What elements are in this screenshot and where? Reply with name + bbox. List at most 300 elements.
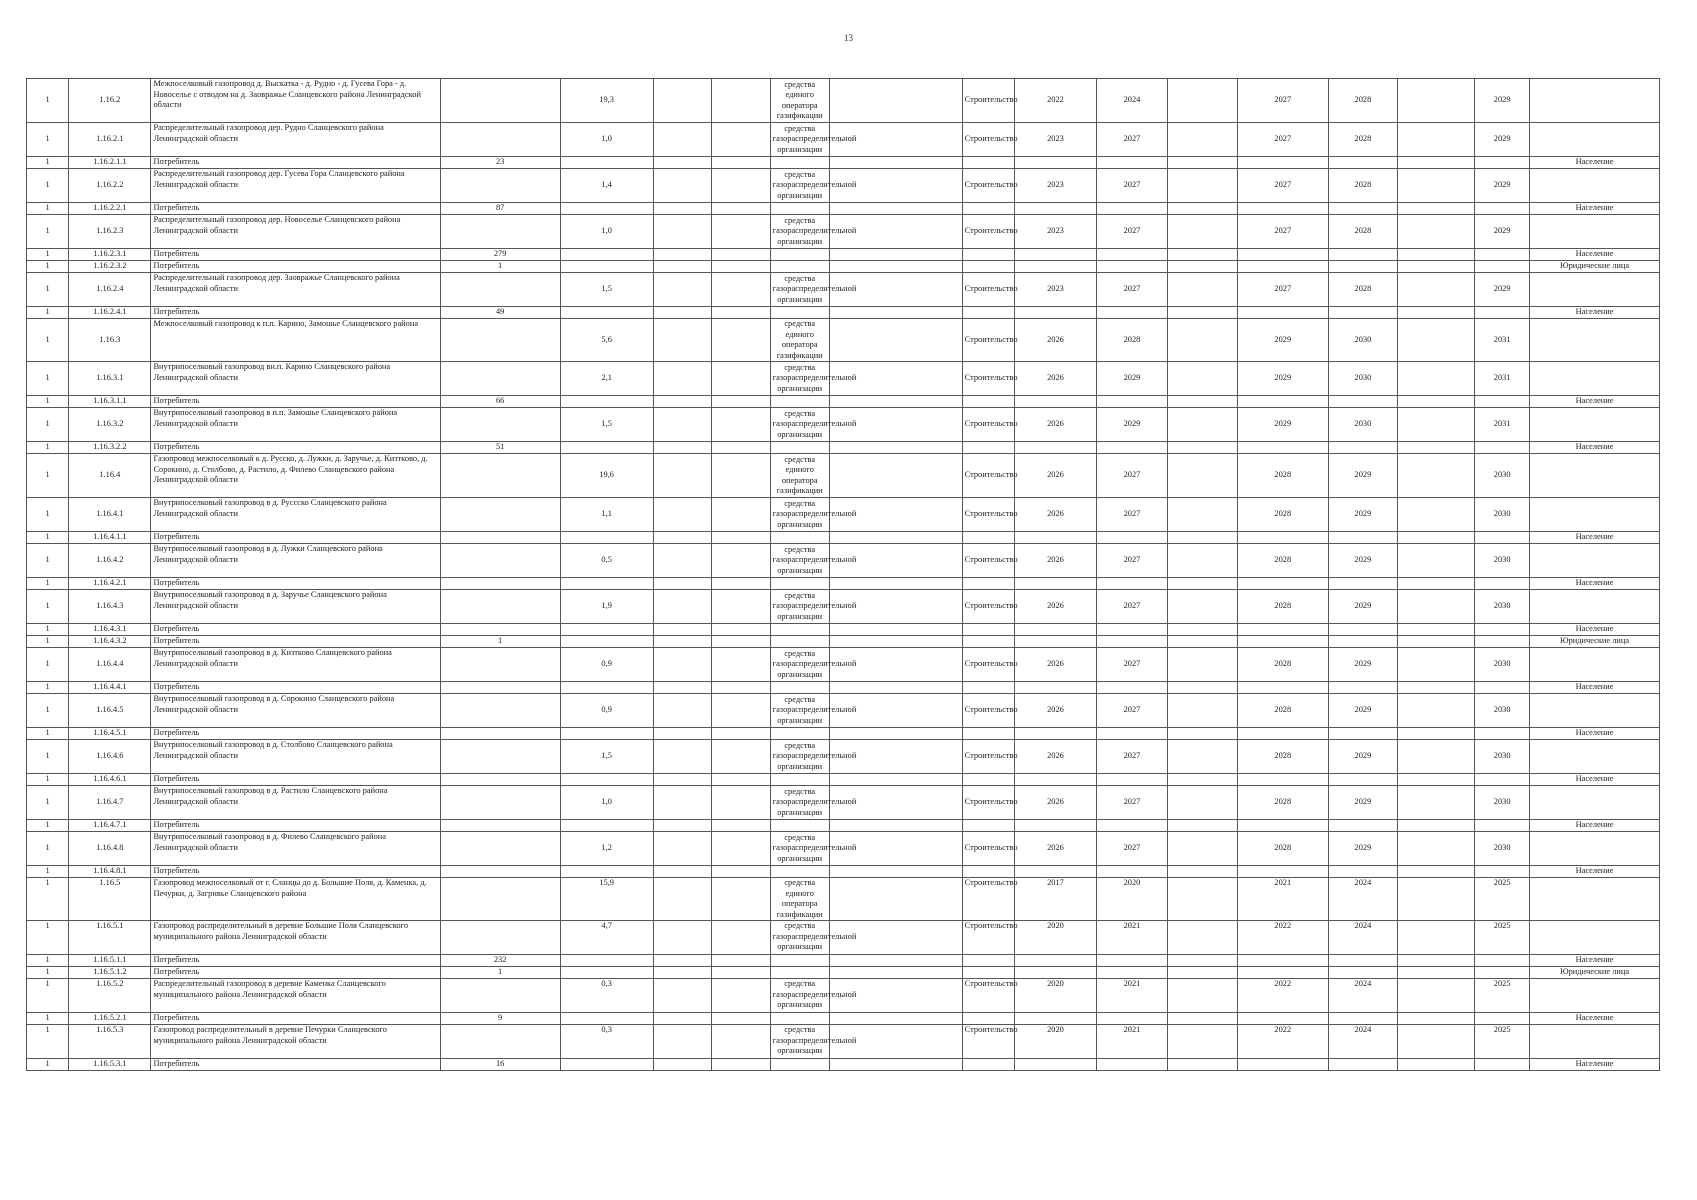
name-cell: Потребитель: [151, 307, 440, 319]
consumer-category-cell: Население: [1530, 249, 1660, 261]
work-type-cell: Строительство: [962, 123, 1015, 157]
pipeline-row: [27, 319, 1660, 362]
year-cell: [1475, 261, 1530, 273]
empty-cell: [1168, 1059, 1238, 1071]
year-cell: 2028: [1237, 786, 1328, 820]
length-cell: [560, 774, 653, 786]
funding-source-cell: средства газораспределительной организации: [770, 408, 829, 442]
year-start-cell: 2026: [1015, 832, 1096, 866]
level-cell: 1: [27, 261, 69, 273]
empty-cell: [1398, 955, 1475, 967]
length-cell: [560, 249, 653, 261]
empty-cell: [653, 454, 711, 498]
year-start-cell: [1015, 955, 1096, 967]
year-cell: [1475, 396, 1530, 408]
year-cell: [1237, 774, 1328, 786]
empty-cell: [1398, 648, 1475, 682]
code-cell: 1.16.3.2.2: [69, 442, 151, 454]
consumer-count-cell: [440, 454, 560, 498]
year-cell: [1237, 203, 1328, 215]
year-cell: 2030: [1475, 694, 1530, 728]
code-cell: 1.16.4.3.2: [69, 636, 151, 648]
empty-cell: [653, 636, 711, 648]
gasification-table: [26, 78, 1660, 1071]
consumer-count-cell: 9: [440, 1013, 560, 1025]
code-cell: 1.16.3.2: [69, 408, 151, 442]
consumer-count-cell: [440, 169, 560, 203]
empty-cell: [1168, 878, 1238, 921]
year-end-cell: [1096, 261, 1168, 273]
year-start-cell: [1015, 728, 1096, 740]
empty-cell: [1168, 454, 1238, 498]
empty-cell: [1168, 636, 1238, 648]
empty-cell: [829, 532, 962, 544]
year-cell: 2029: [1328, 740, 1398, 774]
code-cell: 1.16.4.2: [69, 544, 151, 578]
year-end-cell: [1096, 203, 1168, 215]
length-cell: 15,9: [560, 878, 653, 921]
empty-cell: [829, 866, 962, 878]
consumer-row: [27, 728, 1660, 740]
work-type-cell: [962, 624, 1015, 636]
year-cell: [1328, 442, 1398, 454]
code-cell: 1.16.2: [69, 79, 151, 123]
year-cell: 2030: [1475, 832, 1530, 866]
year-cell: 2029: [1328, 786, 1398, 820]
empty-cell: [829, 820, 962, 832]
funding-source-cell: средства газораспределительной организации: [770, 362, 829, 396]
empty-cell: [1168, 396, 1238, 408]
code-cell: 1.16.4.6: [69, 740, 151, 774]
empty-cell: [711, 728, 770, 740]
year-cell: 2027: [1237, 215, 1328, 249]
year-cell: [1328, 249, 1398, 261]
empty-cell: [1398, 249, 1475, 261]
year-cell: [1237, 955, 1328, 967]
length-cell: 1,5: [560, 408, 653, 442]
year-cell: [1475, 157, 1530, 169]
length-cell: 1,0: [560, 123, 653, 157]
year-end-cell: [1096, 1013, 1168, 1025]
empty-cell: [1168, 728, 1238, 740]
year-cell: 2029: [1328, 648, 1398, 682]
year-end-cell: 2021: [1096, 1025, 1168, 1059]
empty-cell: [711, 624, 770, 636]
empty-cell: [711, 307, 770, 319]
consumer-row: [27, 249, 1660, 261]
year-end-cell: [1096, 442, 1168, 454]
empty-cell: [653, 786, 711, 820]
empty-cell: [711, 261, 770, 273]
empty-cell: [1168, 590, 1238, 624]
year-cell: 2027: [1237, 169, 1328, 203]
consumer-count-cell: [440, 740, 560, 774]
year-start-cell: 2026: [1015, 786, 1096, 820]
consumer-category-cell: Население: [1530, 774, 1660, 786]
consumer-category-cell: Население: [1530, 728, 1660, 740]
year-cell: [1475, 967, 1530, 979]
empty-cell: [653, 967, 711, 979]
code-cell: 1.16.5.3.1: [69, 1059, 151, 1071]
year-end-cell: 2027: [1096, 123, 1168, 157]
consumer-count-cell: [440, 728, 560, 740]
code-cell: 1.16.3.1.1: [69, 396, 151, 408]
work-type-cell: Строительство: [962, 648, 1015, 682]
empty-cell: [1168, 682, 1238, 694]
pipeline-row: [27, 786, 1660, 820]
level-cell: 1: [27, 866, 69, 878]
consumer-category-cell: [1530, 215, 1660, 249]
level-cell: 1: [27, 832, 69, 866]
level-cell: 1: [27, 362, 69, 396]
year-end-cell: 2028: [1096, 319, 1168, 362]
empty-cell: [1398, 273, 1475, 307]
empty-cell: [1168, 215, 1238, 249]
empty-cell: [1168, 694, 1238, 728]
year-cell: 2028: [1237, 694, 1328, 728]
length-cell: [560, 307, 653, 319]
work-type-cell: [962, 728, 1015, 740]
empty-cell: [711, 319, 770, 362]
funding-source-cell: [770, 203, 829, 215]
level-cell: 1: [27, 442, 69, 454]
year-cell: 2030: [1475, 740, 1530, 774]
work-type-cell: Строительство: [962, 215, 1015, 249]
consumer-count-cell: [440, 832, 560, 866]
consumer-row: [27, 578, 1660, 590]
funding-source-cell: [770, 624, 829, 636]
empty-cell: [653, 921, 711, 955]
year-end-cell: [1096, 578, 1168, 590]
year-cell: 2028: [1328, 79, 1398, 123]
year-cell: [1237, 728, 1328, 740]
work-type-cell: [962, 442, 1015, 454]
name-cell: Внутрипоселковый газопровод в д. Кизтково Сланцевского района Ленинградской области: [151, 648, 440, 682]
empty-cell: [829, 261, 962, 273]
year-end-cell: 2027: [1096, 498, 1168, 532]
level-cell: 1: [27, 648, 69, 682]
year-cell: 2029: [1237, 319, 1328, 362]
empty-cell: [829, 307, 962, 319]
length-cell: 0,5: [560, 544, 653, 578]
empty-cell: [711, 454, 770, 498]
name-cell: Распределительный газопровод дер. Гусева Гора Сланцевского района Ленинградской области: [151, 169, 440, 203]
funding-source-cell: средства газораспределительной организации: [770, 740, 829, 774]
funding-source-cell: [770, 1013, 829, 1025]
empty-cell: [1398, 123, 1475, 157]
name-cell: Потребитель: [151, 532, 440, 544]
funding-source-cell: [770, 307, 829, 319]
empty-cell: [711, 832, 770, 866]
year-cell: 2029: [1328, 590, 1398, 624]
length-cell: [560, 578, 653, 590]
empty-cell: [653, 396, 711, 408]
level-cell: 1: [27, 590, 69, 624]
work-type-cell: [962, 967, 1015, 979]
length-cell: [560, 636, 653, 648]
empty-cell: [829, 624, 962, 636]
code-cell: 1.16.4.3: [69, 590, 151, 624]
year-cell: 2027: [1237, 79, 1328, 123]
funding-source-cell: средства единого оператора газификации: [770, 878, 829, 921]
empty-cell: [711, 215, 770, 249]
empty-cell: [711, 1013, 770, 1025]
empty-cell: [653, 215, 711, 249]
year-cell: [1475, 1013, 1530, 1025]
year-cell: 2030: [1475, 498, 1530, 532]
consumer-row: [27, 442, 1660, 454]
consumer-row: [27, 532, 1660, 544]
year-start-cell: [1015, 1059, 1096, 1071]
level-cell: 1: [27, 498, 69, 532]
funding-source-cell: средства газораспределительной организации: [770, 832, 829, 866]
empty-cell: [653, 979, 711, 1013]
year-cell: [1237, 624, 1328, 636]
name-cell: Газопровод межпоселковый от г. Сланцы до д. Большие Поля, д. Каменка, д. Печурки, д. Загривье Сланцевского района: [151, 878, 440, 921]
consumer-category-cell: [1530, 694, 1660, 728]
name-cell: Межпоселковый газопровод к п.п. Карино, Замошье Сланцевского района: [151, 319, 440, 362]
consumer-category-cell: Юридические лица: [1530, 636, 1660, 648]
consumer-count-cell: [440, 408, 560, 442]
consumer-row: [27, 1059, 1660, 1071]
year-end-cell: 2024: [1096, 79, 1168, 123]
year-cell: 2028: [1237, 454, 1328, 498]
year-cell: [1328, 261, 1398, 273]
pipeline-row: [27, 79, 1660, 123]
consumer-count-cell: [440, 79, 560, 123]
length-cell: 0,3: [560, 1025, 653, 1059]
consumer-category-cell: [1530, 408, 1660, 442]
empty-cell: [1398, 157, 1475, 169]
length-cell: [560, 866, 653, 878]
code-cell: 1.16.4.7: [69, 786, 151, 820]
length-cell: [560, 442, 653, 454]
funding-source-cell: средства газораспределительной организации: [770, 979, 829, 1013]
year-cell: 2031: [1475, 362, 1530, 396]
work-type-cell: Строительство: [962, 921, 1015, 955]
empty-cell: [1168, 967, 1238, 979]
length-cell: [560, 1013, 653, 1025]
name-cell: Потребитель: [151, 578, 440, 590]
year-cell: 2029: [1475, 169, 1530, 203]
year-start-cell: [1015, 442, 1096, 454]
consumer-row: [27, 774, 1660, 786]
funding-source-cell: [770, 866, 829, 878]
year-start-cell: 2023: [1015, 273, 1096, 307]
consumer-count-cell: [440, 1025, 560, 1059]
year-cell: [1328, 624, 1398, 636]
year-end-cell: [1096, 396, 1168, 408]
year-start-cell: [1015, 261, 1096, 273]
work-type-cell: [962, 774, 1015, 786]
empty-cell: [1398, 578, 1475, 590]
funding-source-cell: средства газораспределительной организации: [770, 169, 829, 203]
empty-cell: [829, 157, 962, 169]
consumer-count-cell: [440, 648, 560, 682]
pipeline-row: [27, 921, 1660, 955]
empty-cell: [653, 249, 711, 261]
year-cell: 2028: [1328, 215, 1398, 249]
length-cell: 1,5: [560, 273, 653, 307]
empty-cell: [829, 442, 962, 454]
consumer-count-cell: 23: [440, 157, 560, 169]
name-cell: Потребитель: [151, 1059, 440, 1071]
year-cell: [1475, 203, 1530, 215]
code-cell: 1.16.4.8: [69, 832, 151, 866]
year-end-cell: 2029: [1096, 362, 1168, 396]
level-cell: 1: [27, 878, 69, 921]
year-end-cell: [1096, 157, 1168, 169]
consumer-count-cell: [440, 979, 560, 1013]
consumer-category-cell: [1530, 648, 1660, 682]
empty-cell: [711, 362, 770, 396]
name-cell: Внутрипоселковый газопровод в д. Растило Сланцевского района Ленинградской области: [151, 786, 440, 820]
year-cell: 2028: [1328, 123, 1398, 157]
empty-cell: [1398, 442, 1475, 454]
empty-cell: [653, 544, 711, 578]
year-cell: [1237, 682, 1328, 694]
level-cell: 1: [27, 1013, 69, 1025]
length-cell: [560, 1059, 653, 1071]
funding-source-cell: средства газораспределительной организации: [770, 590, 829, 624]
year-cell: 2025: [1475, 1025, 1530, 1059]
year-cell: 2029: [1475, 273, 1530, 307]
funding-source-cell: [770, 967, 829, 979]
empty-cell: [1398, 820, 1475, 832]
empty-cell: [1398, 979, 1475, 1013]
funding-source-cell: [770, 532, 829, 544]
consumer-count-cell: 87: [440, 203, 560, 215]
work-type-cell: Строительство: [962, 362, 1015, 396]
year-cell: [1237, 261, 1328, 273]
name-cell: Потребитель: [151, 820, 440, 832]
empty-cell: [1398, 261, 1475, 273]
work-type-cell: Строительство: [962, 878, 1015, 921]
year-start-cell: 2022: [1015, 79, 1096, 123]
consumer-category-cell: [1530, 832, 1660, 866]
empty-cell: [653, 832, 711, 866]
length-cell: 0,9: [560, 694, 653, 728]
year-cell: 2030: [1328, 319, 1398, 362]
empty-cell: [711, 878, 770, 921]
empty-cell: [711, 1059, 770, 1071]
empty-cell: [1398, 624, 1475, 636]
pipeline-row: [27, 694, 1660, 728]
year-cell: 2029: [1475, 215, 1530, 249]
funding-source-cell: [770, 1059, 829, 1071]
year-cell: [1328, 578, 1398, 590]
year-cell: [1475, 774, 1530, 786]
empty-cell: [829, 967, 962, 979]
year-start-cell: 2023: [1015, 215, 1096, 249]
length-cell: [560, 967, 653, 979]
year-cell: [1475, 249, 1530, 261]
empty-cell: [1168, 544, 1238, 578]
empty-cell: [711, 786, 770, 820]
pipeline-row: [27, 408, 1660, 442]
name-cell: Межпоселковый газопровод д. Выскатка - д. Рудно - д. Гусева Гора - д. Новоселье с отводом на д. Заовражье Сланцевского района Ленинградской области: [151, 79, 440, 123]
name-cell: Внутрипоселковый газопровод в д. Филево Сланцевского района Ленинградской области: [151, 832, 440, 866]
length-cell: [560, 955, 653, 967]
year-cell: [1475, 624, 1530, 636]
level-cell: 1: [27, 774, 69, 786]
name-cell: Потребитель: [151, 442, 440, 454]
pipeline-row: [27, 979, 1660, 1013]
empty-cell: [653, 740, 711, 774]
empty-cell: [1398, 636, 1475, 648]
name-cell: Потребитель: [151, 203, 440, 215]
year-start-cell: [1015, 396, 1096, 408]
length-cell: 1,0: [560, 215, 653, 249]
empty-cell: [653, 774, 711, 786]
year-end-cell: 2029: [1096, 408, 1168, 442]
pipeline-row: [27, 1025, 1660, 1059]
year-cell: 2030: [1475, 454, 1530, 498]
year-cell: 2029: [1475, 123, 1530, 157]
length-cell: [560, 624, 653, 636]
empty-cell: [1168, 832, 1238, 866]
code-cell: 1.16.5.2: [69, 979, 151, 1013]
year-start-cell: [1015, 967, 1096, 979]
consumer-category-cell: Юридические лица: [1530, 261, 1660, 273]
empty-cell: [653, 648, 711, 682]
pipeline-row: [27, 832, 1660, 866]
empty-cell: [829, 955, 962, 967]
work-type-cell: [962, 532, 1015, 544]
funding-source-cell: средства газораспределительной организации: [770, 544, 829, 578]
empty-cell: [711, 921, 770, 955]
consumer-count-cell: 279: [440, 249, 560, 261]
empty-cell: [1168, 498, 1238, 532]
name-cell: Внутрипоселковый газопровод в п.п. Замошье Сланцевского района Ленинградской области: [151, 408, 440, 442]
work-type-cell: [962, 820, 1015, 832]
empty-cell: [1398, 203, 1475, 215]
name-cell: Потребитель: [151, 967, 440, 979]
year-cell: [1328, 774, 1398, 786]
empty-cell: [1168, 203, 1238, 215]
year-cell: [1237, 442, 1328, 454]
empty-cell: [653, 532, 711, 544]
pipeline-row: [27, 740, 1660, 774]
name-cell: Потребитель: [151, 866, 440, 878]
name-cell: Внутрипоселковый газопровод в д. Столбово Сланцевского района Ленинградской области: [151, 740, 440, 774]
year-cell: [1237, 866, 1328, 878]
empty-cell: [711, 249, 770, 261]
year-cell: 2029: [1328, 454, 1398, 498]
level-cell: 1: [27, 203, 69, 215]
empty-cell: [1168, 169, 1238, 203]
consumer-category-cell: Население: [1530, 624, 1660, 636]
year-cell: [1237, 636, 1328, 648]
empty-cell: [711, 79, 770, 123]
empty-cell: [711, 1025, 770, 1059]
code-cell: 1.16.2.2: [69, 169, 151, 203]
empty-cell: [653, 123, 711, 157]
year-end-cell: [1096, 820, 1168, 832]
name-cell: Распределительный газопровод дер. Заовражье Сланцевского района Ленинградской области: [151, 273, 440, 307]
year-start-cell: 2020: [1015, 1025, 1096, 1059]
code-cell: 1.16.2.1.1: [69, 157, 151, 169]
year-cell: 2025: [1475, 921, 1530, 955]
year-cell: 2028: [1237, 590, 1328, 624]
code-cell: 1.16.4: [69, 454, 151, 498]
year-cell: [1475, 636, 1530, 648]
empty-cell: [653, 682, 711, 694]
name-cell: Газопровод межпоселковый к д. Русско, д. Лужки, д. Заручье, д. Кизтково, д. Сорокино, д. Столбово, д. Растило, д. Филево Сланцевского района Ленинградской области: [151, 454, 440, 498]
empty-cell: [711, 866, 770, 878]
empty-cell: [1398, 319, 1475, 362]
year-start-cell: 2026: [1015, 694, 1096, 728]
